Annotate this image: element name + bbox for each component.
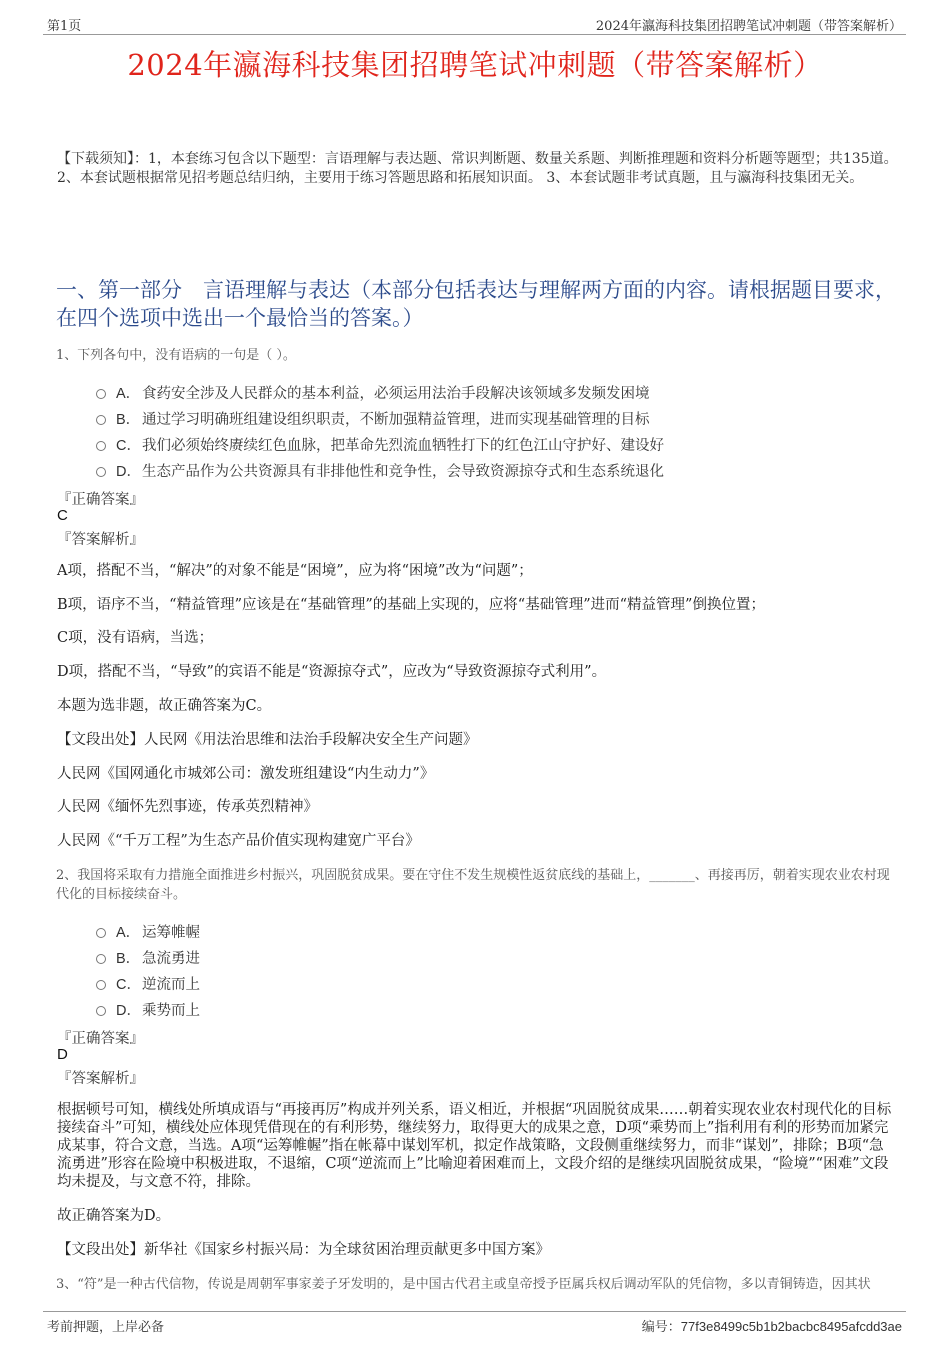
question-1-option-c[interactable]	[96, 431, 896, 457]
question-1-source-3: 人民网《缅怀先烈事迹，传承英烈精神》	[57, 799, 318, 815]
question-1-option-d[interactable]	[96, 457, 896, 483]
radio-icon[interactable]	[96, 441, 106, 451]
question-1-source-2: 人民网《国网通化市城郊公司：激发班组建设“内生动力”》	[57, 766, 435, 782]
question-1-source: 【文段出处】人民网《用法治思维和法治手段解决安全生产问题》	[57, 732, 478, 748]
question-2-option-c[interactable]	[96, 970, 896, 996]
option-letter: A．	[116, 385, 141, 402]
question-2-option-d[interactable]	[96, 996, 896, 1022]
option-text: 急流勇进	[142, 950, 200, 967]
option-text: 生态产品作为公共资源具有非排他性和竞争性，会导致资源掠夺式和生态系统退化	[142, 463, 664, 480]
footer-code-value: 77f3e8499c5b1b2bacbc8495afcdd3ae	[680, 1319, 902, 1334]
question-1-analysis-b: B项，语序不当，“精益管理”应该是在“基础管理”的基础上实现的，应将“基础管理”进而“精益管理”倒换位置；	[57, 597, 765, 613]
question-2-stem: 2、我国将采取有力措施全面推进乡村振兴，巩固脱贫成果。要在守住不发生规模性返贫底线的基础上，_______、再接再厉，朝着实现农业农村现代化的目标接续奋斗。	[56, 868, 890, 902]
question-1-analysis-d: D项，搭配不当，“导致”的宾语不能是“资源掠夺式”，应改为“导致资源掠夺式利用”。	[57, 664, 607, 680]
option-letter: B．	[116, 950, 141, 967]
page-footer	[43, 1311, 906, 1334]
option-text: 逆流而上	[142, 976, 200, 993]
radio-icon[interactable]	[96, 954, 106, 964]
option-letter: C．	[116, 976, 141, 993]
radio-icon[interactable]	[96, 980, 106, 990]
radio-icon[interactable]	[96, 928, 106, 938]
option-text: 我们必须始终赓续红色血脉，把革命先烈流血牺牲打下的红色江山守护好、建设好	[142, 437, 664, 454]
question-2-option-b[interactable]	[96, 944, 896, 970]
option-letter: A．	[116, 924, 141, 941]
question-1-answer: C	[57, 507, 68, 524]
question-1-option-b[interactable]	[96, 405, 896, 431]
option-letter: B．	[116, 411, 141, 428]
question-2-options	[96, 918, 896, 1022]
radio-icon[interactable]	[96, 467, 106, 477]
option-letter: D．	[116, 1002, 141, 1019]
radio-icon[interactable]	[96, 415, 106, 425]
question-3-stem: 3、“符”是一种古代信物，传说是周朝军事家姜子牙发明的，是中国古代君主或皇帝授予臣属兵权后调动军队的凭信物，多以青铜铸造，因其状	[56, 1277, 871, 1292]
page-header	[43, 12, 906, 35]
option-text: 运筹帷幄	[142, 924, 200, 941]
question-1-options	[96, 379, 896, 483]
question-2-analysis-label: 『答案解析』	[57, 1071, 144, 1087]
footer-code	[642, 1316, 902, 1335]
option-text: 通过学习明确班组建设组织职责，不断加强精益管理，进而实现基础管理的目标	[142, 411, 650, 428]
download-notice: 【下载须知】：1，本套练习包含以下题型：言语理解与表达题、常识判断题、数量关系题、判断推理题和资料分析题等题型；共135道。 2、本套试题根据常见招考题总结归纳，主要用于练习答题思路和拓展知识面。 3、本套试题非考试真题，且与瀛海科技集团无关。	[57, 151, 898, 186]
question-1-source-4: 人民网《“千万工程”为生态产品价值实现构建宽广平台》	[57, 833, 420, 849]
section-heading: 一、第一部分 言语理解与表达（本部分包括表达与理解两方面的内容。请根据题目要求，在四个选项中选出一个最恰当的答案。）	[56, 278, 896, 330]
option-text: 食药安全涉及人民群众的基本利益，必须运用法治手段解决该领域多发频发困境	[142, 385, 650, 402]
question-2-option-a[interactable]	[96, 918, 896, 944]
option-letter: D．	[116, 463, 141, 480]
question-1-answer-label: 『正确答案』	[57, 492, 144, 508]
document-title: 2024年瀛海科技集团招聘笔试冲刺题（带答案解析）	[127, 48, 823, 82]
question-2-answer: D	[57, 1046, 68, 1063]
radio-icon[interactable]	[96, 389, 106, 399]
question-1-analysis-c: C项，没有语病，当选；	[57, 630, 214, 646]
question-1-stem: 1、下列各句中，没有语病的一句是（ ）。	[56, 348, 296, 363]
question-2-answer-label: 『正确答案』	[57, 1031, 144, 1047]
question-2-source: 【文段出处】新华社《国家乡村振兴局：为全球贫困治理贡献更多中国方案》	[57, 1242, 550, 1258]
question-2-analysis: 根据顿号可知，横线处所填成语与“再接再厉”构成并列关系，语义相近，并根据“巩固脱贫成果……朝着实现农业农村现代化的目标接续奋斗”可知，横线处应体现凭借现在的有利形势，继续努力，取得更大的成果之意，D项“乘势而上”指利用有利的形势而加紧完成某事，符合文意，当选。A项“运筹帷幄”指在帐幕中谋划军机，拟定作战策略，文段侧重继续努力，而非“谋划”，排除；B项“急流勇进”形容在险境中积极进取，不退缩，C项“逆流而上”比喻迎着困难而上，文段介绍的是继续巩固脱贫成果，“险境”“困难”文段均未提及，与文意不符，排除。	[57, 1102, 892, 1190]
question-1-option-a[interactable]	[96, 379, 896, 405]
option-letter: C．	[116, 437, 141, 454]
question-2-conclusion: 故正确答案为D。	[57, 1208, 171, 1224]
header-doc-title: 2024年瀛海科技集团招聘笔试冲刺题（带答案解析）	[595, 19, 902, 34]
question-1-conclusion: 本题为选非题，故正确答案为C。	[57, 698, 272, 714]
footer-code-label: 编号：	[641, 1320, 681, 1335]
radio-icon[interactable]	[96, 1006, 106, 1016]
option-text: 乘势而上	[142, 1002, 200, 1019]
question-1-analysis-label: 『答案解析』	[57, 532, 144, 548]
question-1-analysis-a: A项，搭配不当，“解决”的对象不能是“困境”，应为将“困境”改为“问题”；	[57, 563, 533, 579]
footer-slogan: 考前押题，上岸必备	[47, 1320, 165, 1335]
page-number: 第1页	[47, 19, 82, 34]
